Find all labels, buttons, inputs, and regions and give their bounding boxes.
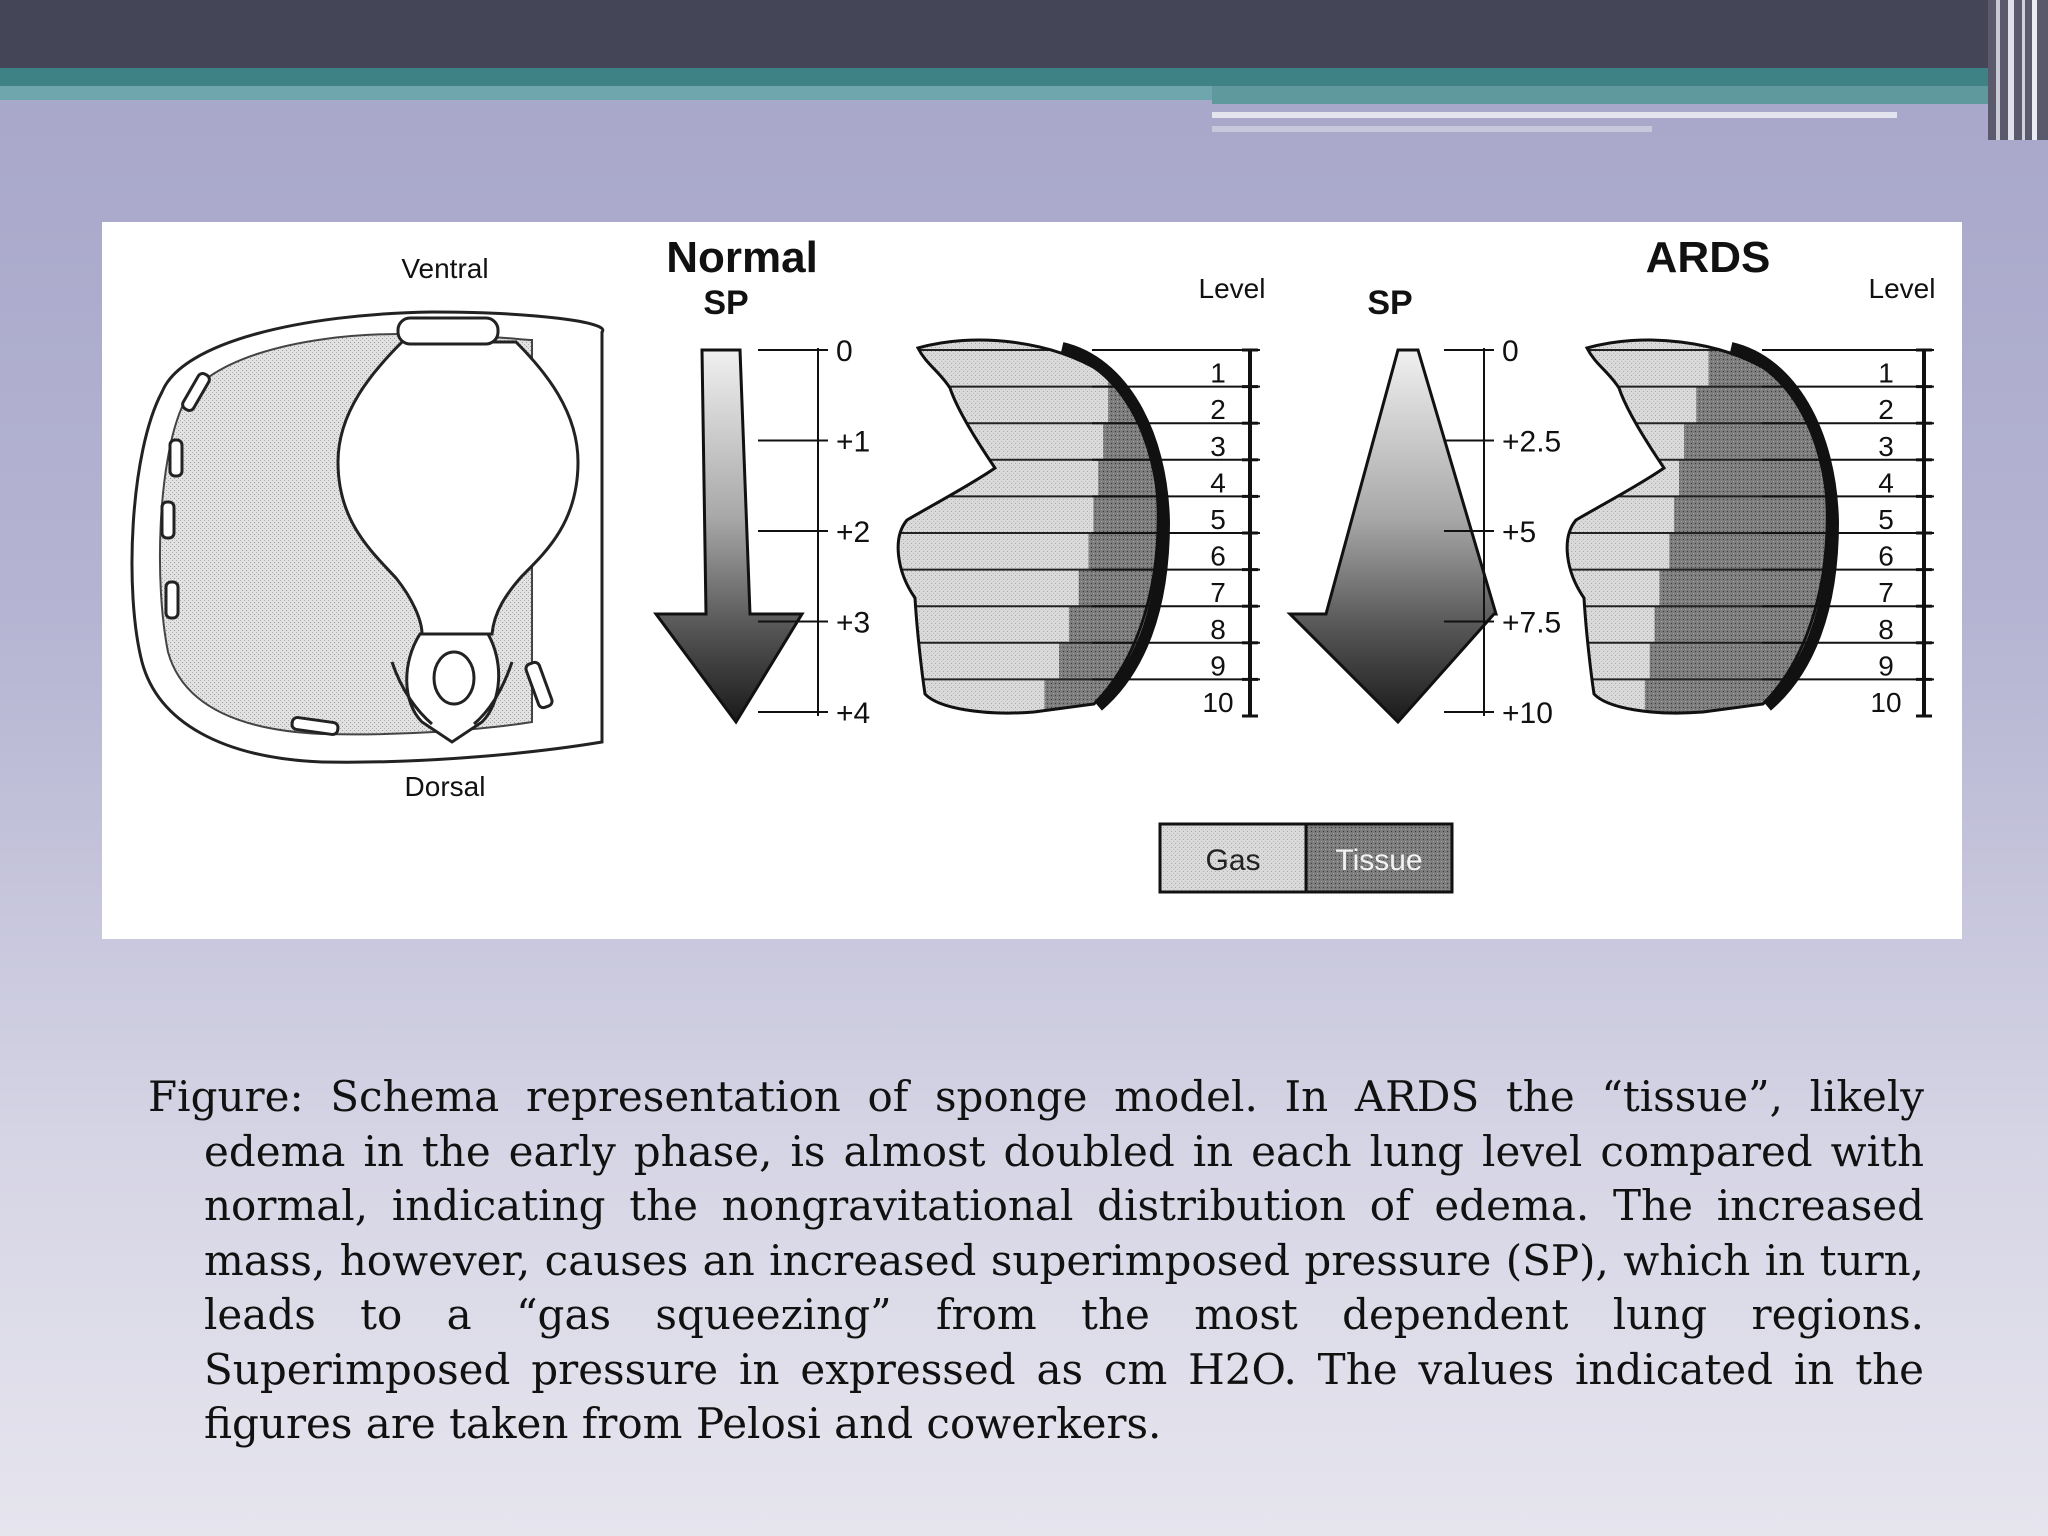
- level-number: 10: [1870, 687, 1902, 718]
- dorsal-label: Dorsal: [404, 771, 486, 802]
- normal-sp-label: SP: [703, 284, 749, 322]
- legend-tissue-label: Tissue: [1335, 844, 1423, 877]
- level-number: 4: [1878, 467, 1894, 499]
- level-number: 7: [1878, 577, 1894, 609]
- level-number: 9: [1210, 650, 1226, 682]
- level-number: 10: [1202, 687, 1234, 718]
- figure-caption: Figure: Schema representation of sponge model. In ARDS the “tissue”, likely edema in the early phase, is almost doubled in each lung level compared with normal, indicating the nongravitational distribution of edema. The increased mass, however, causes an increased superimposed pressure (SP), which in turn, leads to a “gas squeezing” from the most dependent lung regions. Superimposed pressure in expressed as cm H2O. The values indicated in the figures are taken from Pelosi and cowerkers.: [148, 1072, 1924, 1448]
- thorax-cross-section: [132, 253, 603, 802]
- accent-stripe-light: [0, 86, 1212, 100]
- level-number: 1: [1878, 357, 1894, 389]
- tissue-band: [1679, 460, 1841, 497]
- level-number: 3: [1878, 430, 1894, 462]
- sp-tick-label: +2.5: [1502, 425, 1562, 459]
- level-number: 5: [1210, 504, 1226, 535]
- sp-tick-label: +7.5: [1502, 606, 1562, 640]
- sp-tick-label: +1: [836, 425, 871, 459]
- figure-canvas: [102, 222, 1962, 939]
- tissue-band: [1696, 387, 1841, 424]
- legend: [1160, 824, 1452, 892]
- sp-tick-label: 0: [836, 335, 853, 368]
- ards-sp-arrow: [1290, 350, 1496, 722]
- level-number: 6: [1210, 540, 1226, 572]
- level-number: 5: [1878, 504, 1894, 535]
- level-number: 4: [1210, 467, 1226, 499]
- ards-title: ARDS: [1645, 233, 1771, 282]
- tissue-band: [1669, 533, 1841, 570]
- tissue-band: [1645, 679, 1841, 716]
- ventral-label: Ventral: [401, 253, 489, 284]
- level-number: 7: [1210, 577, 1226, 609]
- level-number: 1: [1210, 357, 1226, 389]
- normal-level-label: Level: [1198, 273, 1266, 304]
- accent-line: [1212, 112, 1897, 118]
- accent-stripe: [0, 68, 2000, 86]
- level-number: 8: [1878, 613, 1894, 645]
- sp-tick-label: +5: [1502, 516, 1537, 549]
- sp-tick-label: +10: [1502, 697, 1553, 730]
- header-bar: [0, 0, 2048, 68]
- tissue-band: [1660, 570, 1842, 607]
- level-number: 3: [1210, 430, 1226, 462]
- tissue-band: [1059, 643, 1172, 680]
- normal-sp-scale: [758, 335, 870, 730]
- level-number: 2: [1878, 394, 1894, 426]
- tissue-band: [1674, 496, 1841, 533]
- sp-tick-label: 0: [1502, 335, 1519, 368]
- normal-sp-arrow: [656, 350, 802, 722]
- sp-tick-label: +3: [836, 606, 871, 640]
- sponge-model-figure: [102, 222, 1962, 939]
- level-number: 8: [1210, 613, 1226, 645]
- level-number: 9: [1878, 650, 1894, 682]
- ards-sp-label: SP: [1367, 284, 1413, 322]
- level-number: 2: [1210, 394, 1226, 426]
- legend-gas-label: Gas: [1205, 844, 1261, 877]
- accent-line: [1212, 126, 1652, 132]
- tissue-band: [1103, 423, 1172, 460]
- accent-stripe-right: [1212, 86, 2000, 104]
- sp-tick-label: +2: [836, 516, 871, 549]
- sp-tick-label: +4: [836, 697, 871, 730]
- normal-title: Normal: [666, 233, 818, 282]
- ards-level-label: Level: [1868, 273, 1936, 304]
- level-number: 6: [1878, 540, 1894, 572]
- edge-decoration: [1988, 0, 2048, 140]
